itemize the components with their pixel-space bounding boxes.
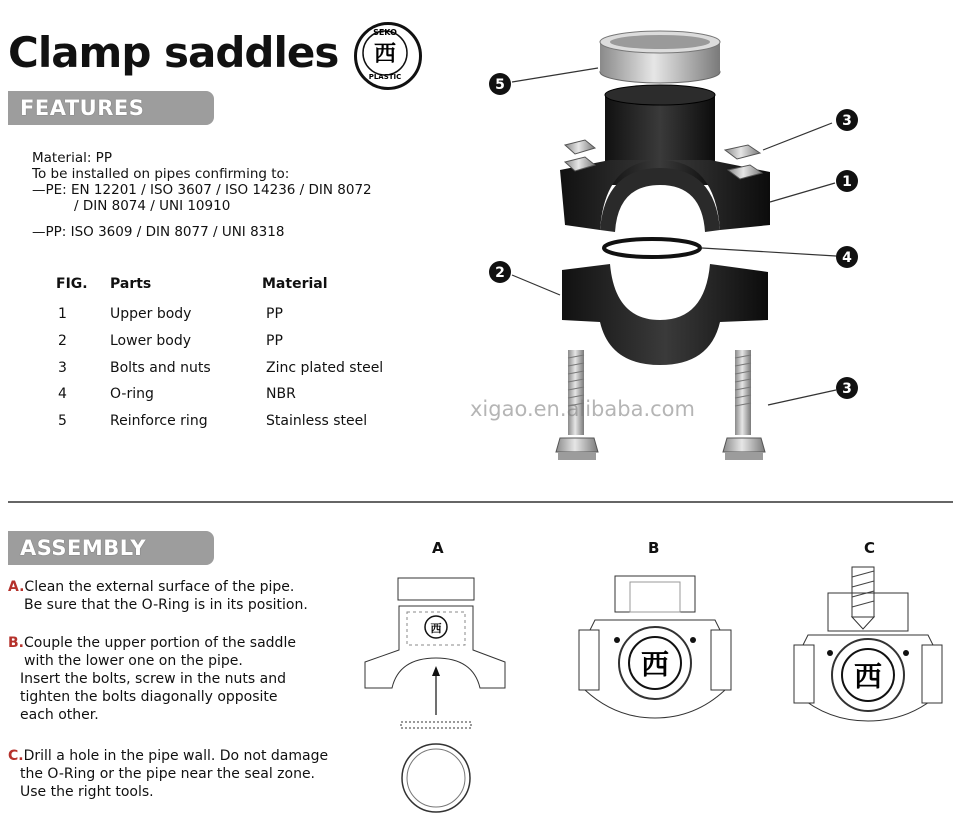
assembly-figure-a xyxy=(355,570,525,815)
row-material: NBR xyxy=(266,386,296,402)
page-title: Clamp saddles xyxy=(8,28,339,77)
assembly-heading: ASSEMBLY xyxy=(8,531,214,565)
row-part: O-ring xyxy=(110,386,154,402)
row-part: Reinforce ring xyxy=(110,413,208,429)
step-letter: B. xyxy=(8,635,24,651)
watermark: xigao.en.alibaba.com xyxy=(470,397,695,421)
row-material: PP xyxy=(266,333,283,349)
svg-text:5: 5 xyxy=(495,77,505,93)
figure-label-a: A xyxy=(432,539,444,557)
row-material: Stainless steel xyxy=(266,413,368,429)
assembly-figure-c xyxy=(790,565,950,725)
svg-text:西: 西 xyxy=(430,622,442,635)
table-header-material: Material xyxy=(262,276,328,292)
callout-4 xyxy=(836,246,858,268)
row-fig: 2 xyxy=(58,333,67,349)
row-part: Bolts and nuts xyxy=(110,360,211,376)
logo-glyph: 西 xyxy=(373,42,397,67)
row-fig: 5 xyxy=(58,413,67,429)
svg-text:3: 3 xyxy=(842,113,852,129)
figure-label-b: B xyxy=(648,539,660,557)
step-letter: C. xyxy=(8,748,24,764)
arrow-up-icon xyxy=(432,666,440,676)
svg-text:2: 2 xyxy=(495,265,505,281)
spec-line-install: To be installed on pipes confirming to: xyxy=(32,166,290,182)
svg-text:3: 3 xyxy=(842,381,852,397)
svg-text:西: 西 xyxy=(853,660,883,693)
callout-2 xyxy=(489,261,511,283)
callout-3-top xyxy=(836,109,858,131)
step-letter: A. xyxy=(8,579,25,595)
spec-line-pp: —PP: ISO 3609 / DIN 8077 / UNI 8318 xyxy=(32,224,285,240)
logo-bottom-text: PLASTIC xyxy=(368,73,402,81)
svg-text:1: 1 xyxy=(842,174,852,190)
section-divider xyxy=(8,501,953,503)
row-fig: 1 xyxy=(58,306,67,322)
bolt-right xyxy=(723,350,765,460)
features-heading: FEATURES xyxy=(8,91,214,125)
row-material: Zinc plated steel xyxy=(266,360,384,376)
spec-line-pe-cont: / DIN 8074 / UNI 10910 xyxy=(74,198,231,214)
assembly-step-a: A.Clean the external surface of the pipe. Be sure that the O-Ring is in its position. xyxy=(8,579,308,613)
logo-top-text: SEKO xyxy=(373,28,397,37)
assembly-step-c: C.Drill a hole in the pipe wall. Do not damage the O-Ring or the pipe near the seal zone. Use the right tools. xyxy=(8,748,329,800)
table-header-fig: FIG. xyxy=(56,276,88,292)
nut-left-top xyxy=(565,140,595,171)
reinforce-ring-part xyxy=(600,31,720,83)
row-part: Upper body xyxy=(110,306,192,322)
spec-line-pe: —PE: EN 12201 / ISO 3607 / ISO 14236 / DIN 8072 xyxy=(32,182,372,198)
figure-label-c: C xyxy=(864,539,876,557)
svg-text:西: 西 xyxy=(640,648,670,681)
lower-body-part xyxy=(562,264,768,365)
spec-line-material: Material: PP xyxy=(32,150,112,166)
callout-5 xyxy=(489,73,511,95)
o-ring-part xyxy=(604,239,700,257)
callout-3-bottom xyxy=(836,377,858,399)
row-part: Lower body xyxy=(110,333,192,349)
svg-text:4: 4 xyxy=(842,250,852,266)
row-material: PP xyxy=(266,306,283,322)
callout-1 xyxy=(836,170,858,192)
row-fig: 3 xyxy=(58,360,67,376)
row-fig: 4 xyxy=(58,386,67,402)
assembly-step-b: B.Couple the upper portion of the saddle with the lower one on the pipe. Insert the bolts, screw in the nuts and tighten the bolts diagonally opposite each other. xyxy=(8,635,296,723)
seko-logo xyxy=(354,22,422,90)
assembly-figure-b xyxy=(575,570,740,720)
table-header-parts: Parts xyxy=(110,276,152,292)
